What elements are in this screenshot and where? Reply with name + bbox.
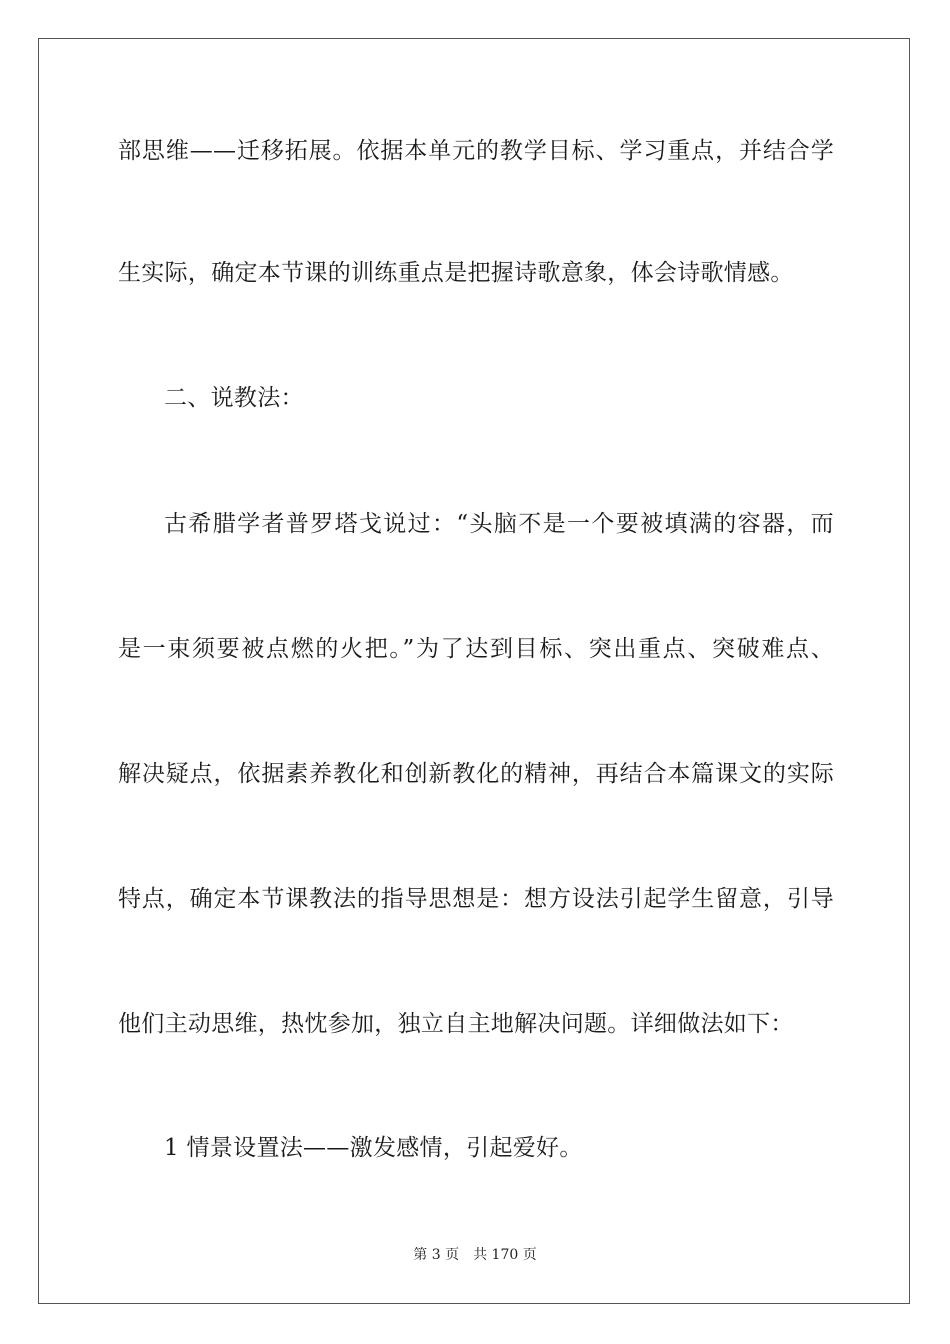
paragraph-line: 是一束须要被点燃的火把。”为了达到目标、突出重点、突破难点、 [118,636,834,662]
section-heading: 二、说教法： [164,385,304,411]
paragraph-line: 部思维——迁移拓展。依据本单元的教学目标、学习重点，并结合学 [118,138,834,164]
paragraph-line: 解决疑点，依据素养教化和创新教化的精神，再结合本篇课文的实际 [118,761,834,787]
page-total: 共 170 页 [473,1247,537,1263]
page-footer [0,1246,950,1264]
paragraph-line: 古希腊学者普罗塔戈说过：“头脑不是一个要被填满的容器，而 [164,511,834,537]
paragraph-line: 他们主动思维，热忱参加，独立自主地解决问题。详细做法如下： [118,1011,794,1037]
page-number: 第 3 页 [413,1247,460,1263]
paragraph-line: 特点，确定本节课教法的指导思想是：想方设法引起学生留意，引导 [118,886,834,912]
page-border [38,38,910,1304]
paragraph-line: 生实际，确定本节课的训练重点是把握诗歌意象，体会诗歌情感。 [118,260,794,286]
list-item: 1 情景设置法——激发感情，引起爱好。 [164,1135,583,1161]
